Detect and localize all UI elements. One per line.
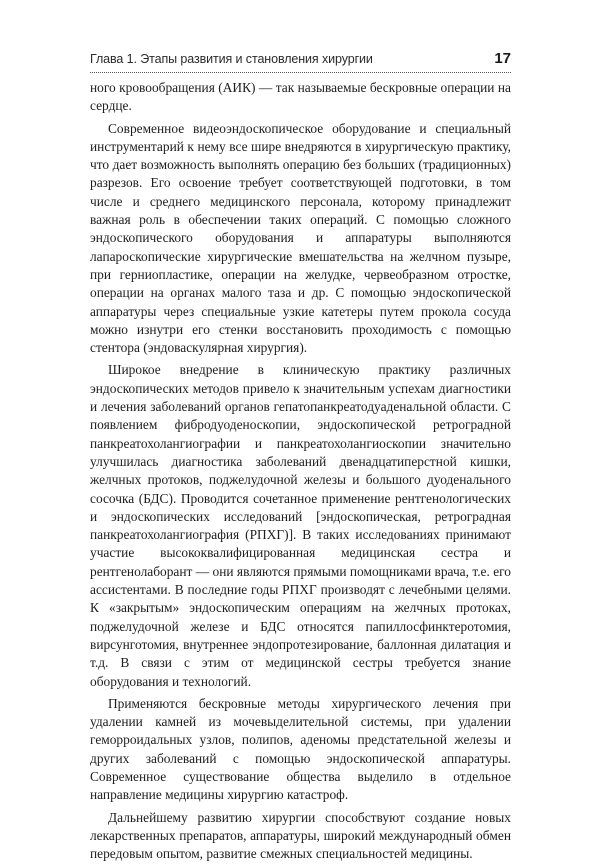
paragraph-endoscopic-methods: Широкое внедрение в клиническую практику различных эндоскопических методов привело к значительным успехам диагностики и лечения заболеваний органов гепатопанкреатодуаденальной области. С появлением фибродуоденоскопии, эндоскопической ретроградной панкреатохолангиографии и панкреатохолангиоскопии значительно улучшилась диагностика заболеваний двенадцатиперстной кишки, желчных протоков, поджелудочной железы и большого дуоденального сосочка (БДС). Проводится сочетанное применение рентгенологических и эндоскопических исследований [эндоскопическая, ретроградная панкреатохолангиография (РПХГ)]. В таких исследованиях принимают участие высококвалифицированная медицинская сестра и рентгенолаборант — они являются прямыми помощниками врача, т.е. его ассистентами. В последние годы РПХГ производят с лечебными целями. К «закрытым» эндоскопическим операциям на желчных протоках, поджелудочной железе и БДС относятся папиллосфинктеротомия, вирсунготомия, внутреннее эндопротезирование, баллонная дилатация и т.д. В связи с этим от медицинской сестры требуется знание оборудования и технологий. — [90, 362, 511, 689]
body-text — [90, 79, 511, 867]
header-divider — [90, 72, 511, 73]
page-number: 17 — [494, 50, 511, 67]
paragraph-bloodless-methods: Применяются бескровные методы хирургического лечения при удалении камней из мочевыделительной системы, при удалении геморроидальных узлов, полипов, аденомы предстательной железы и других заболеваний с помощью эндоскопической аппаратуры. Современное существование общества выделило в отдельное направление медицины хирургию катастроф. — [90, 695, 511, 803]
paragraph-further-development: Дальнейшему развитию хирургии способствуют создание новых лекарственных препаратов, аппаратуры, широкий международный обмен передовым опытом, развитие смежных специальностей медицины. — [90, 809, 511, 862]
paragraph-continuation: ного кровообращения (АИК) — так называемые бескровные операции на сердце. — [90, 80, 511, 114]
chapter-title: Глава 1. Этапы развития и становления хирургии — [90, 52, 373, 66]
paragraph-video-endoscopy: Современное видеоэндоскопическое оборудование и специальный инструментарий к нему все шире внедряются в хирургическую практику, что дает возможность выполнять операцию без больших (традиционных) разрезов. Его освоение требует соответствующей подготовки, в том числе и среднего медицинского персонала, которому принадлежит важная роль в обеспечении таких операций. С помощью сложного эндоскопического оборудования и аппаратуры выполняются лапароскопические хирургические вмешательства на желчном пузыре, при герниопластике, операции на желудке, червеобразном отростке, операции на органах малого таза и др. С помощью эндоскопической аппаратуры через специальные узкие катетеры путем прокола сосуда можно изнутри его стенки восстановить проходимость с помощью стентора (эндоваскулярная хирургия). — [90, 120, 511, 356]
running-header — [90, 50, 511, 70]
